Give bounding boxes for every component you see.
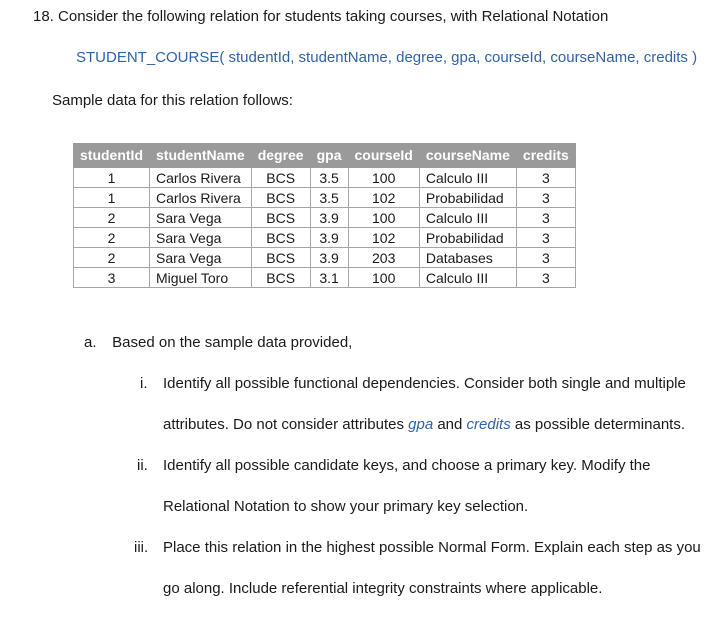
cell-credits: 3 xyxy=(516,228,575,248)
cell-gpa: 3.9 xyxy=(310,228,348,248)
item-ii-number: ii. xyxy=(137,457,148,474)
part-a xyxy=(84,334,352,351)
cell-courseid: 102 xyxy=(348,188,419,208)
cell-gpa: 3.9 xyxy=(310,208,348,228)
cell-coursename: Probabilidad xyxy=(419,228,516,248)
cell-gpa: 3.5 xyxy=(310,168,348,188)
header-studentid: studentId xyxy=(74,144,150,168)
cell-coursename: Calculo III xyxy=(419,168,516,188)
cell-gpa: 3.1 xyxy=(310,268,348,288)
header-degree: degree xyxy=(251,144,310,168)
cell-gpa: 3.5 xyxy=(310,188,348,208)
cell-credits: 3 xyxy=(516,248,575,268)
cell-studentid: 2 xyxy=(74,228,150,248)
header-credits: credits xyxy=(516,144,575,168)
table-header-row xyxy=(74,144,576,168)
item-i-text-line2-pre: attributes. Do not consider attributes xyxy=(163,416,409,433)
item-iii-text-line2: go along. Include referential integrity constraints where applicable. xyxy=(163,580,603,597)
item-ii-text-line2: Relational Notation to show your primary key selection. xyxy=(163,498,529,515)
cell-credits: 3 xyxy=(516,188,575,208)
header-courseid: courseId xyxy=(348,144,419,168)
header-coursename: courseName xyxy=(419,144,516,168)
item-i-text-line1: Identify all possible functional dependencies. Consider both single and multiple xyxy=(163,375,686,392)
table-row xyxy=(74,168,576,188)
item-ii-text-line1: Identify all possible candidate keys, and choose a primary key. Modify the xyxy=(163,457,651,474)
cell-courseid: 100 xyxy=(348,268,419,288)
cell-degree: BCS xyxy=(251,268,310,288)
cell-studentid: 3 xyxy=(74,268,150,288)
table-row xyxy=(74,188,576,208)
cell-studentid: 1 xyxy=(74,168,150,188)
cell-degree: BCS xyxy=(251,248,310,268)
cell-studentname: Carlos Rivera xyxy=(150,168,252,188)
table-row xyxy=(74,208,576,228)
cell-credits: 3 xyxy=(516,208,575,228)
cell-coursename: Calculo III xyxy=(419,268,516,288)
cell-coursename: Databases xyxy=(419,248,516,268)
cell-studentname: Sara Vega xyxy=(150,208,252,228)
cell-studentid: 1 xyxy=(74,188,150,208)
gpa-attribute: gpa xyxy=(408,416,434,433)
cell-credits: 3 xyxy=(516,168,575,188)
cell-studentid: 2 xyxy=(74,208,150,228)
cell-gpa: 3.9 xyxy=(310,248,348,268)
item-i-text-line2-post: as possible determinants. xyxy=(510,416,685,433)
cell-degree: BCS xyxy=(251,188,310,208)
item-i-number: i. xyxy=(140,375,148,392)
part-a-text: Based on the sample data provided, xyxy=(112,334,353,351)
part-a-label: a. xyxy=(84,334,97,351)
item-i-and: and xyxy=(433,416,467,433)
item-i-line2 xyxy=(163,416,685,433)
cell-studentname: Miguel Toro xyxy=(150,268,252,288)
cell-coursename: Calculo III xyxy=(419,208,516,228)
cell-studentname: Carlos Rivera xyxy=(150,188,252,208)
cell-courseid: 100 xyxy=(348,208,419,228)
sample-data-table xyxy=(73,143,576,288)
cell-studentname: Sara Vega xyxy=(150,228,252,248)
header-studentname: studentName xyxy=(150,144,252,168)
cell-degree: BCS xyxy=(251,168,310,188)
cell-courseid: 100 xyxy=(348,168,419,188)
cell-degree: BCS xyxy=(251,228,310,248)
item-iii-number: iii. xyxy=(134,539,149,556)
cell-studentid: 2 xyxy=(74,248,150,268)
cell-studentname: Sara Vega xyxy=(150,248,252,268)
credits-attribute: credits xyxy=(466,416,511,433)
question-title: 18. Consider the following relation for students taking courses, with Relational Notation xyxy=(33,8,609,25)
table-row xyxy=(74,248,576,268)
header-gpa: gpa xyxy=(310,144,348,168)
cell-courseid: 203 xyxy=(348,248,419,268)
sample-data-intro: Sample data for this relation follows: xyxy=(52,92,293,109)
cell-coursename: Probabilidad xyxy=(419,188,516,208)
cell-courseid: 102 xyxy=(348,228,419,248)
table-row xyxy=(74,268,576,288)
table-row xyxy=(74,228,576,248)
relational-notation: STUDENT_COURSE( studentId, studentName, degree, gpa, courseId, courseName, credits ) xyxy=(76,49,698,66)
cell-credits: 3 xyxy=(516,268,575,288)
cell-degree: BCS xyxy=(251,208,310,228)
item-iii-text-line1: Place this relation in the highest possible Normal Form. Explain each step as you xyxy=(163,539,701,556)
